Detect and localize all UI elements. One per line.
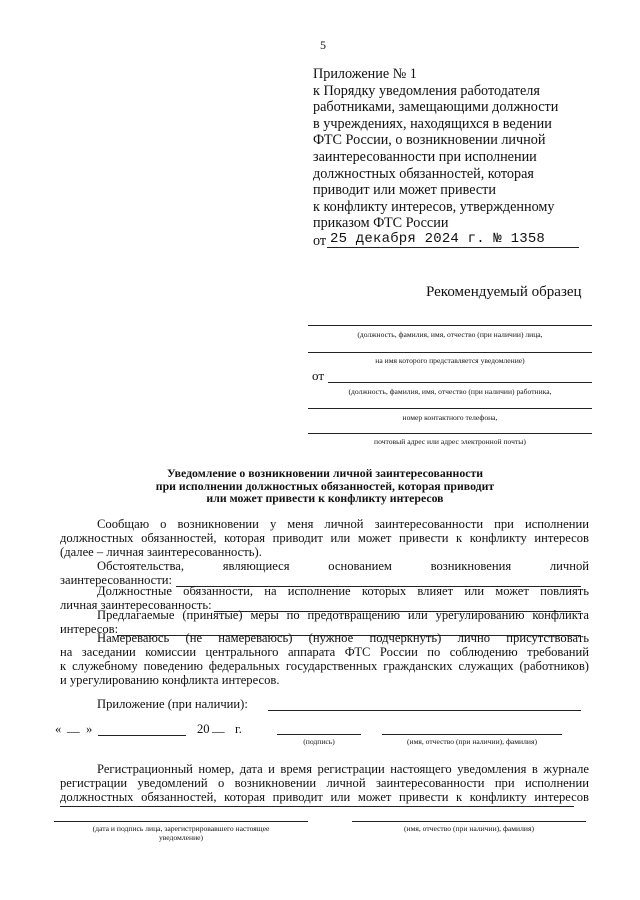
registration-line-3: должностных обязанностей, которая приводит или может привести к конфликту интересов [60, 790, 589, 804]
caption-registrar-name: (имя, отчество (при наличии), фамилия) [403, 824, 534, 833]
sample-label: Рекомендуемый образец [426, 284, 582, 300]
name-field[interactable] [382, 734, 562, 735]
caption-sender-2: номер контактного телефона, [402, 413, 498, 422]
attachment-label: Приложение (при наличии): [97, 697, 248, 711]
date-quote-close: » [86, 722, 93, 736]
order-date-prefix: от [313, 233, 327, 249]
registration-line-1: Регистрационный номер, дата и время регистрации настоящего уведомления в журнале [97, 762, 589, 776]
caption-sender-1: (должность, фамилия, имя, отчество (при наличии) работника, [348, 387, 552, 396]
caption-addressee-2: на имя которого представляется уведомление) [375, 356, 525, 365]
caption-name: (имя, отчество (при наличии), фамилия) [406, 737, 537, 746]
attachment-field[interactable] [268, 710, 581, 711]
p3-line-1: Должностные обязанности, на исполнение которых влияет или может повлиять [97, 584, 589, 598]
appendix-line: приказом ФТС России [313, 215, 449, 232]
appendix-line: ФТС России, о возникновении личной [313, 132, 546, 149]
appendix-line: к конфликту интересов, утвержденному [313, 198, 555, 215]
date-year-prefix: 20 [197, 722, 210, 736]
p2-line-2: заинтересованности: [60, 573, 173, 587]
appendix-line: приводит или может привести [313, 182, 496, 199]
title-line: или может привести к конфликту интересов [206, 491, 444, 506]
registrar-signature-field[interactable] [54, 821, 308, 822]
date-year-suffix: г. [235, 722, 242, 736]
appendix-line: должностных обязанностей, которая [313, 165, 534, 182]
appendix-header [313, 66, 613, 232]
caption-addressee-1: (должность, фамилия, имя, отчество (при наличии) лица, [357, 330, 543, 339]
appendix-line: к Порядку уведомления работодателя [313, 82, 540, 99]
appendix-line: в учреждениях, находящихся в ведении [313, 115, 552, 132]
p5-line-3: к служебному поведению федеральных государственных гражданских служащих (работников) [60, 659, 589, 673]
p5-line-1: Намереваюсь (не намереваюсь) (нужное подчеркнуть) лично присутствовать [97, 631, 589, 645]
page-number: 5 [320, 38, 326, 52]
appendix-line: работниками, замещающими должности [313, 99, 559, 116]
addressee-line-1 [308, 325, 592, 326]
p4-line-2: интересов: [60, 622, 119, 636]
sender-line-2 [308, 408, 592, 409]
registration-field[interactable] [60, 806, 574, 807]
notice-title [60, 467, 590, 505]
p5-line-2: на заседании комиссии центрального аппарата ФТС России по соблюдению требований [60, 645, 589, 659]
order-date-underline [327, 247, 579, 248]
p1-line-3: (далее – личная заинтересованность). [60, 545, 262, 559]
appendix-line: Приложение № 1 [313, 66, 417, 82]
date-year-blank[interactable]: __ [212, 720, 225, 734]
p1-line-1: Сообщаю о возникновении у меня личной заинтересованности при исполнении [97, 517, 589, 531]
from-label: от [312, 368, 325, 383]
date-quote-open: « [55, 722, 62, 736]
date-day-blank[interactable]: __ [67, 720, 80, 734]
sender-line-1 [328, 382, 592, 383]
p3-line-2: личная заинтересованность: [60, 598, 212, 612]
p4-line-1: Предлагаемые (принятые) меры по предотвращению или урегулированию конфликта [97, 608, 589, 622]
title-line: Уведомление о возникновении личной заинтересованности [166, 466, 484, 480]
p1-line-2: должностных обязанностей, которая приводит или может привести к конфликту интересов [60, 531, 589, 545]
order-date-number: 25 декабря 2024 г. № 1358 [330, 231, 546, 247]
sender-line-3 [308, 433, 592, 434]
registration-line-2: регистрации уведомлений о возникновении личной заинтересованности при исполнении [60, 776, 589, 790]
date-month-field[interactable] [98, 735, 186, 736]
caption-signature: (подпись) [303, 737, 335, 746]
p5-line-4: и урегулированию конфликта интересов. [60, 673, 280, 687]
appendix-line: заинтересованности при исполнении [313, 148, 537, 165]
title-line: при исполнении должностных обязанностей, которая приводит [155, 478, 495, 493]
caption-registrar-1: (дата и подпись лица, зарегистрировавшего настоящее [92, 824, 270, 833]
caption-registrar-2: уведомление) [158, 833, 204, 842]
signature-field[interactable] [277, 734, 361, 735]
caption-sender-3: почтовый адрес или адрес электронной почты) [374, 437, 526, 446]
addressee-line-2 [308, 352, 592, 353]
registrar-name-field[interactable] [352, 821, 586, 822]
p2-line-1: Обстоятельства, являющиеся основанием возникновения личной [97, 559, 589, 573]
